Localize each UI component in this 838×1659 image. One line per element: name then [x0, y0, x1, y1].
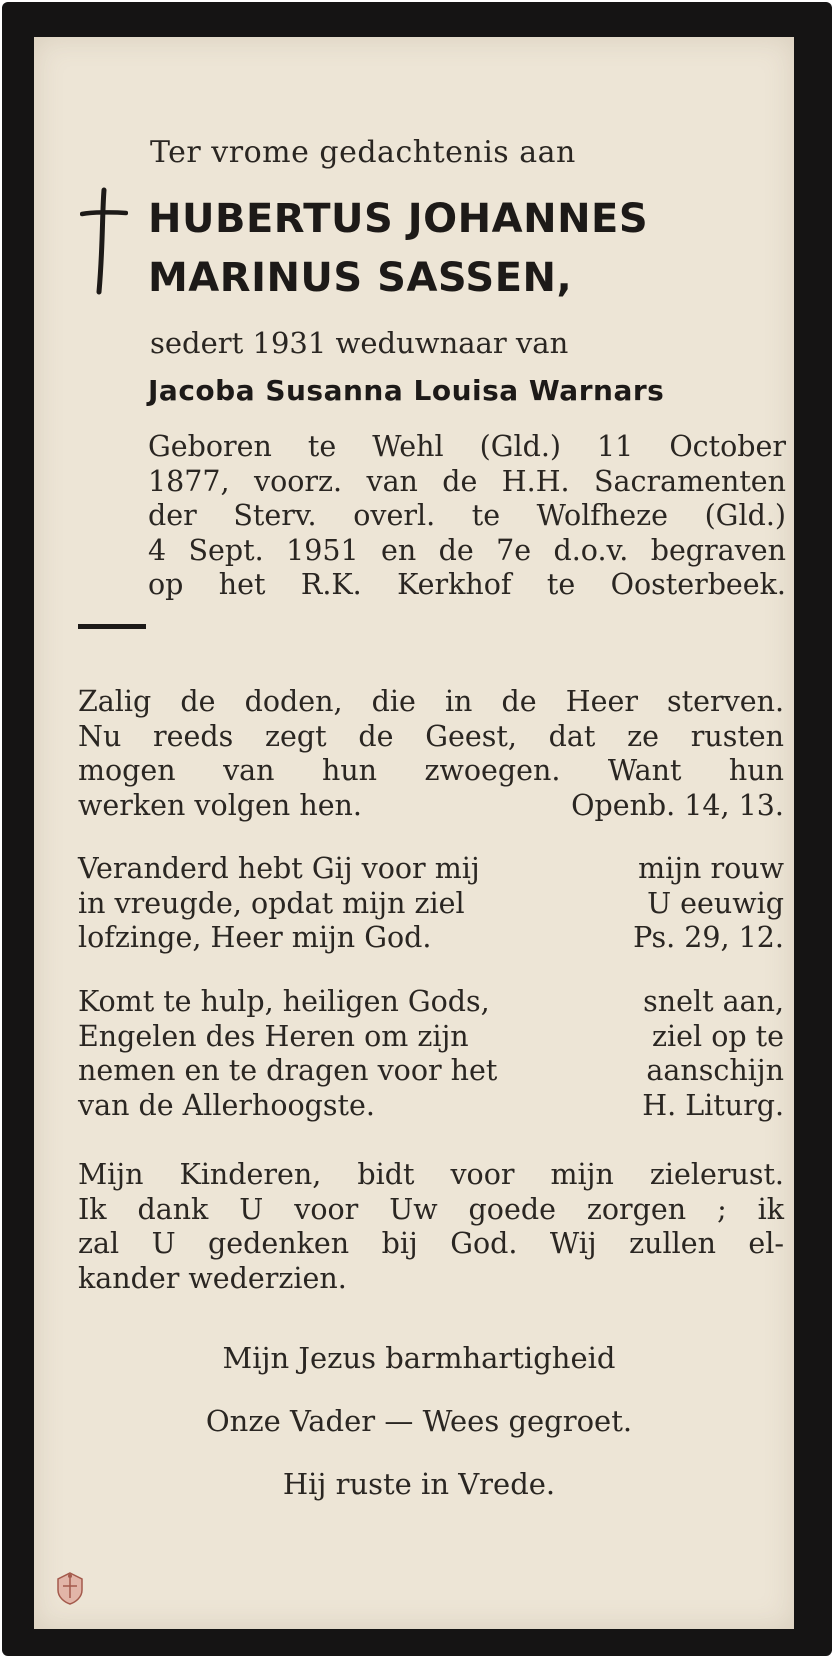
verse-line: zal U gedenken bij God. Wij zullen el-	[78, 1227, 784, 1260]
verse-last-row	[78, 1089, 784, 1124]
deceased-name-line1: HUBERTUS JOHANNES	[148, 196, 649, 242]
verse-line: Ik dank U voor Uw goede zorgen ; ik	[78, 1192, 784, 1226]
verse-liturgy	[78, 985, 784, 1123]
verse-line: lofzinge, Heer mijn God.	[78, 921, 432, 954]
intro-line: Ter vrome gedachtenis aan	[150, 135, 576, 170]
printer-seal-icon	[52, 1570, 88, 1606]
verse-line: Engelen des Heren om zijn	[78, 1019, 469, 1053]
verse-line: mijn rouw	[638, 852, 784, 885]
verse-last-row	[78, 921, 784, 956]
bio-line: der Sterv. overl. te Wolfheze (Gld.)	[148, 499, 786, 532]
final-words	[78, 1158, 784, 1296]
bio-line: 1877, voorz. van de H.H. Sacramenten	[148, 464, 786, 498]
verse-line: aanschijn	[646, 1054, 784, 1087]
verse-psalm	[78, 852, 784, 956]
verse-reference: Openb. 14, 13.	[571, 788, 784, 822]
verse-line: snelt aan,	[643, 985, 784, 1018]
verse-line: Nu reeds zegt de Geest, dat ze rusten	[78, 719, 784, 753]
verse-line: ziel op te	[652, 1019, 784, 1053]
verse-line: Mijn Kinderen, bidt voor mijn zielerust.	[78, 1158, 784, 1191]
verse-row	[78, 985, 784, 1020]
verse-line: U eeuwig	[647, 886, 784, 920]
verse-line: Zalig de doden, die in de Heer sterven.	[78, 685, 784, 718]
bio-line: 4 Sept. 1951 en de 7e d.o.v. begraven	[148, 533, 786, 567]
verse-line: mogen van hun zwoegen. Want hun	[78, 754, 784, 787]
verse-row	[78, 887, 784, 922]
widower-line: sedert 1931 weduwnaar van	[150, 326, 569, 360]
biography	[148, 430, 786, 603]
verse-line: kander wederzien.	[78, 1261, 347, 1295]
verse-reference: H. Liturg.	[642, 1088, 784, 1122]
closing-line: Hij ruste in Vrede.	[282, 1467, 556, 1501]
spouse-name: Jacoba Susanna Louisa Warnars	[148, 374, 665, 407]
verse-line: Komt te hulp, heiligen Gods,	[78, 985, 490, 1018]
verse-last-row	[78, 789, 784, 824]
verse-line: Veranderd hebt Gij voor mij	[78, 852, 480, 885]
prayer-mercy: Mijn Jezus barmhartigheid	[222, 1341, 616, 1375]
cross-icon	[80, 186, 128, 296]
verse-row	[78, 852, 784, 887]
prayer-our-father: Onze Vader — Wees gegroet.	[205, 1404, 633, 1438]
verse-line: nemen en te dragen voor het	[78, 1054, 498, 1087]
verse-last-row	[78, 1262, 784, 1297]
verse-row	[78, 1054, 784, 1089]
deceased-name-line2: MARINUS SASSEN,	[148, 255, 573, 301]
verse-row	[78, 1020, 784, 1055]
divider-rule	[78, 624, 146, 629]
verse-line: van de Allerhoogste.	[78, 1088, 375, 1122]
bio-line: Geboren te Wehl (Gld.) 11 October	[148, 430, 786, 463]
verse-line: werken volgen hen.	[78, 788, 362, 822]
verse-revelation	[78, 685, 784, 823]
verse-reference: Ps. 29, 12.	[633, 921, 784, 954]
bio-line: op het R.K. Kerkhof te Oosterbeek.	[148, 568, 786, 601]
verse-line: in vreugde, opdat mijn ziel	[78, 886, 465, 920]
